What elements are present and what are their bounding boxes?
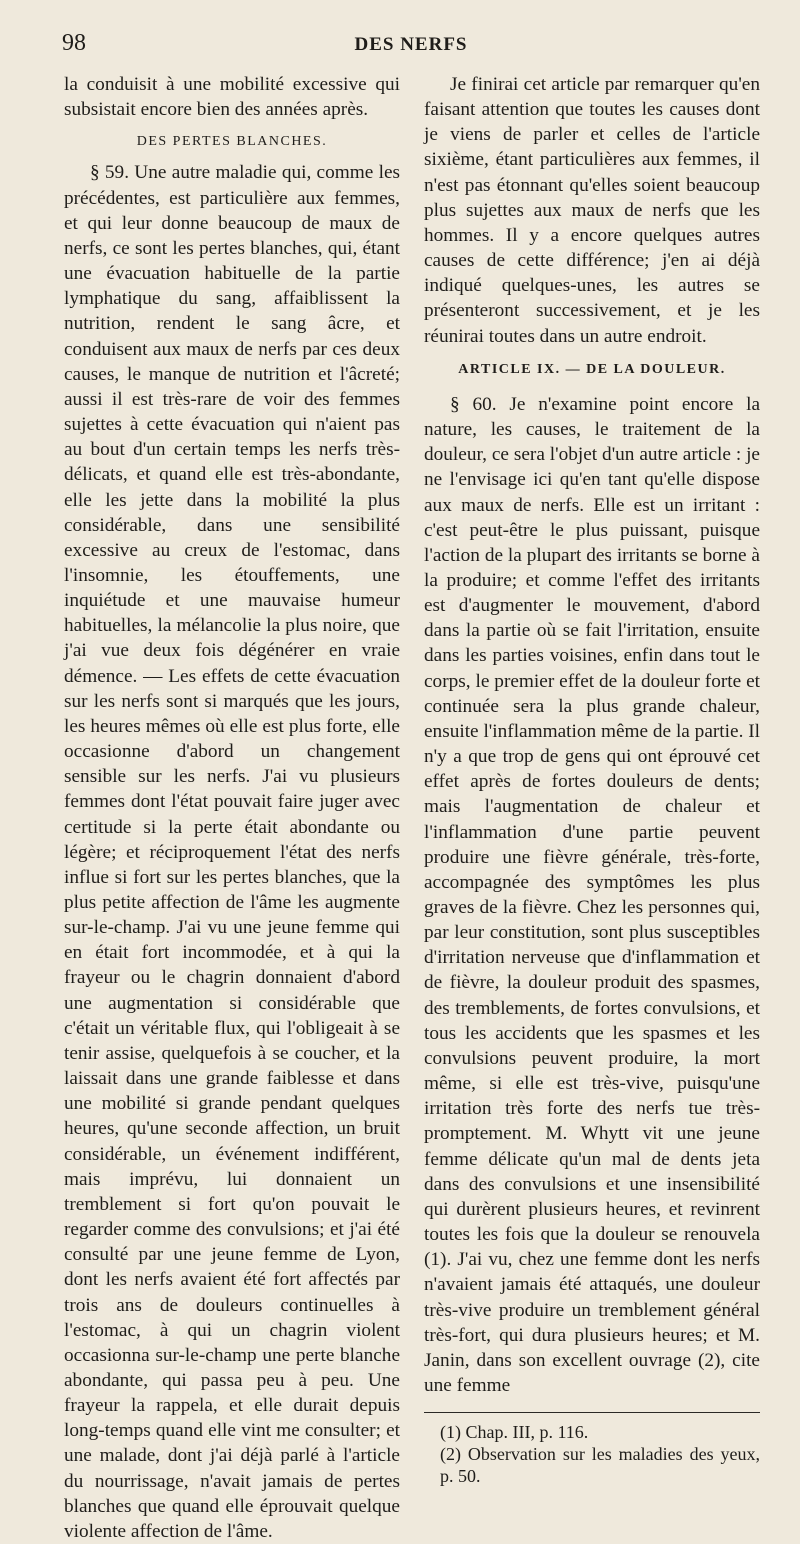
paragraph-continuation: la conduisit à une mobilité excessive qui subsistait encore bien des années après. [64, 74, 400, 121]
footnote-1: (1) Chap. III, p. 116. [440, 1422, 589, 1443]
footnote-2: (2) Observation sur les maladies des yeux, p. 50. [440, 1444, 760, 1487]
paragraph-60: § 60. Je n'examine point encore la nature, les causes, le traitement de la douleur, ce sera l'objet d'un autre article : je ne l'envisage ici qu'en tant qu'elle dispose aux maux de nerfs. Elle est un irritant : c'est peut-être le plus puissant, puisque l'action de la plupart des irritants se borne à la produire; et comme l'effet des irritants est d'augmenter le mouvement, d'abord dans la partie où se fait l'irritation, ensuite dans les parties voisines, enfin dans tout le corps, le premier effet de la douleur forte et continuée sera la plus grande chaleur, ensuite l'inflammation même de la partie. Il n'y a que trop de gens qui ont éprouvé cet effet après de fortes douleurs de dents; mais l'augmentation de chaleur et l'inflammation d'une partie peuvent produire une fièvre générale, très-forte, accompagnée des symptômes les plus graves de la fièvre. Chez les personnes qui, par leur constitution, sont plus susceptibles d'irritation nerveuse que d'inflammation et de fièvre, la douleur produit des spasmes, des tremblements, de fortes convulsions, et tous les accidents que les spasmes et les convulsions peuvent produire, la mort même, si elle est très-vive, puisqu'une irritation très forte des nerfs tue très-promptement. M. Whytt vit une jeune femme délicate qu'un mal de dents jeta dans des convulsions et une insensibilité qui durèrent plusieurs heures, et revinrent toutes les fois que la douleur se renouvela (1). J'ai vu, chez une femme dont les nerfs n'avaient jamais été attaqués, une douleur très-vive produire un tremblement général très-fort, qui dura plusieurs heures; et M. Janin, dans son excellent ouvrage (2), cite une femme [424, 393, 760, 1396]
footnote-divider [424, 1412, 760, 1413]
article-heading-douleur: ARTICLE IX. — DE LA DOULEUR. [458, 361, 726, 377]
left-column [64, 72, 400, 1544]
right-column [424, 72, 760, 1487]
paragraph-conclusion: Je finirai cet article par remarquer qu'en faisant attention que toutes les causes dont je viens de parler et celles de l'article sixième, étant particulières aux femmes, il n'est pas étonnant qu'elles soient beaucoup plus sujettes aux maux de nerfs que les hommes. Il y a encore quelques autres causes de cette différence; j'en ai déjà indiqué quelques-unes, les autres se présenteront successivement, et je les réunirai toutes dans un autre endroit. [424, 74, 760, 347]
page-number: 98 [62, 30, 86, 56]
paragraph-59: § 59. Une autre maladie qui, comme les précédentes, est particulière aux femmes, et qui leur donne beaucoup de maux de nerfs, ce sont les pertes blanches, qui, étant une évacuation habituelle de la partie lymphatique du sang, affaiblissent la nutrition, rendent le sang âcre, et conduisent aux maux de nerfs par ces deux causes, le manque de nutrition et l'âcreté; aussi il est très-rare de voir des femmes sujettes à cette évacuation qui n'aient pas au bout d'un certain temps les nerfs très-délicats, et quand elle est très-abondante, elle les jette dans la mobilité la plus considérable, dans une sensibilité excessive au creux de l'estomac, dans l'insomnie, les étouffements, une inquiétude et une mauvaise humeur habituelles, la mélancolie la plus noire, que j'ai vue deux fois dégénérer en vraie démence. — Les effets de cette évacuation sur les nerfs sont si marqués que les jours, les heures mêmes où elle est plus forte, elle occasionne d'abord un changement sensible sur les nerfs. J'ai vu plusieurs femmes dont l'état pouvait faire juger avec certitude si la perte était abondante ou légère; et réciproquement l'état des nerfs influe si fort sur les pertes blanches, que la plus petite affection de l'âme les augmente sur-le-champ. J'ai vu une jeune femme qui en était fort incommodée, et à qui la frayeur ou le chagrin donnaient d'abord une augmentation si considérable que c'était un véritable flux, qui l'obligeait à se tenir assise, quelquefois à se coucher, et la laissait dans une grande faiblesse et dans une mobilité si grande pendant quelques heures, qu'une seconde affection, un bruit considérable, un événement indifférent, mais imprévu, lui donnaient un tremblement si fort qu'on pouvait le regarder comme des convulsions; et j'ai été consulté par une jeune femme de Lyon, dont les nerfs avaient été fort affectés par trois ans de douleurs continuelles à l'estomac, à qui un chagrin violent occasionna sur-le-champ une perte blanche abondante, qui passa peu à peu. Une frayeur la rappela, et elle durait depuis long-temps quand elle vint me consulter; et une malade, dont j'ai déjà parlé à l'article du nourrissage, n'avait jamais de pertes blanches que quand elle éprouvait quelque violente affection de l'âme. [64, 162, 400, 1542]
section-heading-pertes-blanches: DES PERTES BLANCHES. [136, 134, 328, 150]
running-head [62, 30, 760, 60]
running-title: DES NERFS [354, 34, 468, 55]
